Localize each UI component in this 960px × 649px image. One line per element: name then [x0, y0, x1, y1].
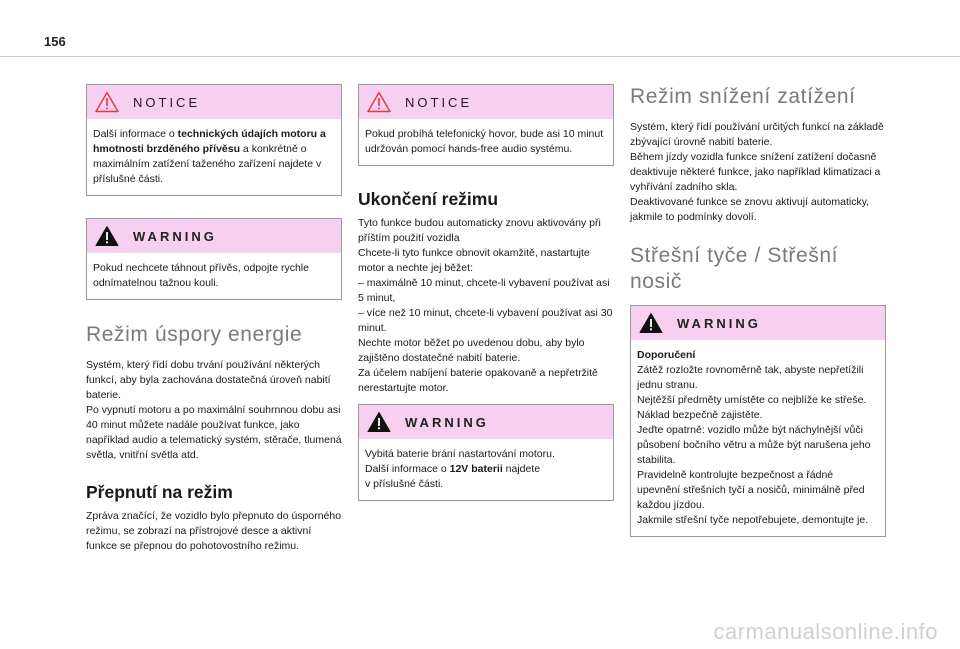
- warning-box-towbar: [86, 218, 342, 300]
- page-number: 156: [44, 34, 66, 49]
- header-rule: [0, 56, 960, 57]
- notice-header: [359, 85, 613, 119]
- warning-text: Pokud nechcete táhnout přívěs, odpojte rychle odnímatelnou tažnou kouli.: [93, 262, 309, 289]
- roof-title-line-2: nosič: [630, 270, 683, 293]
- warning-body: Zátěž rozložte rovnoměrně tak, abyste nepřetížili jednu stranu. Nejtěžší předměty umístěte co nejblíže ke střeše. Náklad bezpečně zajistěte. Jeďte opatrně: vozidlo může být náchylnější vůči působení bočního větru a může být narušena jeho stabilita. Pravidelně kontrolujte bezpečnost a řádné upevnění střešních tyčí a nosičů, minimálně před každou jízdou. Jakmile střešní tyče nepotřebujete, demontujte je.: [637, 364, 871, 526]
- notice-box-trailer: [86, 84, 342, 196]
- section-title-exit: Ukončení režimu: [358, 189, 499, 209]
- notice-title: NOTICE: [133, 94, 201, 110]
- warning-filled-icon: [367, 411, 391, 433]
- warning-filled-icon: [639, 312, 663, 334]
- warning-text: [631, 340, 885, 536]
- warning-box-battery: [358, 404, 614, 501]
- warning-outline-icon: [367, 91, 391, 113]
- warning-box-roof: [630, 305, 886, 537]
- section-title-economy: Režim úspory energie: [86, 323, 303, 346]
- watermark: carmanualsonline.info: [713, 619, 938, 644]
- warning-outline-icon: [95, 91, 119, 113]
- notice-title: NOTICE: [405, 94, 473, 110]
- roof-title-line-1: Střešní tyče / Střešní: [630, 244, 839, 267]
- column-1: [86, 84, 342, 572]
- switch-text: Zpráva značící, že vozidlo bylo přepnuto do úsporného režimu, se zobrazí na přístrojové desce a aktivní funkce se přepnou do pohotovostního režimu.: [86, 510, 342, 552]
- notice-text: Další informace o technických údajích motoru a hmotnosti brzděného přívěsu a konkrétně o maximálním zatížení taženého zařízení najdete v příslušné části.: [93, 128, 326, 185]
- exit-text: Tyto funkce budou automaticky znovu aktivovány při příštím použití vozidla Chcete-li tyto funkce obnovit okamžitě, nastartujte motor a nechte jej běžet: – maximálně 10 minut, chcete-li vybavení používat asi 5 minut, – více než 10 minut, chcete-li vybavení používat asi 30 minut. Nechte motor běžet po uvedenou dobu, aby bylo zajištěno dostatečné nabití baterie. Za účelem nabíjení baterie opakovaně a nepřetržitě nerestartujte motor.: [358, 217, 613, 394]
- warning-text: Vybitá baterie brání nastartování motoru. Další informace o 12V baterii najdete v příslušné části.: [365, 448, 555, 490]
- economy-text: Systém, který řídí dobu trvání používání některých funkcí, aby byla zachována dostatečná úroveň nabití baterie. Po vypnutí motoru a po maximální souhrnnou dobu asi 40 minut můžete nadále používat funkce, jako například audio a telematický systém, stěrače, tlumená světla, vnitřní světla atd.: [86, 359, 342, 461]
- notice-text: Pokud probíhá telefonický hovor, bude asi 10 minut udržován pomocí hands-free audio systému.: [365, 128, 604, 155]
- warning-header: [359, 405, 613, 439]
- loadshed-text: Systém, který řídí používání určitých funkcí na základě zbývající úrovně nabití baterie. Během jízdy vozidla funkce snížení zatížení dočasně deaktivuje některé funkce, jako například klimatizaci a vyhřívání zadního skla. Deaktivované funkce se znovu aktivují automaticky, jakmile to podmínky dovolí.: [630, 121, 884, 223]
- section-title-loadshed: Režim snížení zatížení: [630, 85, 856, 108]
- warning-header: [631, 306, 885, 340]
- column-3: [630, 84, 886, 559]
- section-title-switch: Přepnutí na režim: [86, 482, 233, 502]
- column-2: [358, 84, 614, 523]
- notice-header: [87, 85, 341, 119]
- warning-header: [87, 219, 341, 253]
- notice-box-phone: [358, 84, 614, 166]
- warning-title: WARNING: [405, 414, 489, 430]
- warning-title: WARNING: [677, 315, 761, 331]
- warning-title: WARNING: [133, 228, 217, 244]
- section-title-roof: [630, 243, 886, 295]
- warning-filled-icon: [95, 225, 119, 247]
- warning-heading: Doporučení: [637, 349, 696, 361]
